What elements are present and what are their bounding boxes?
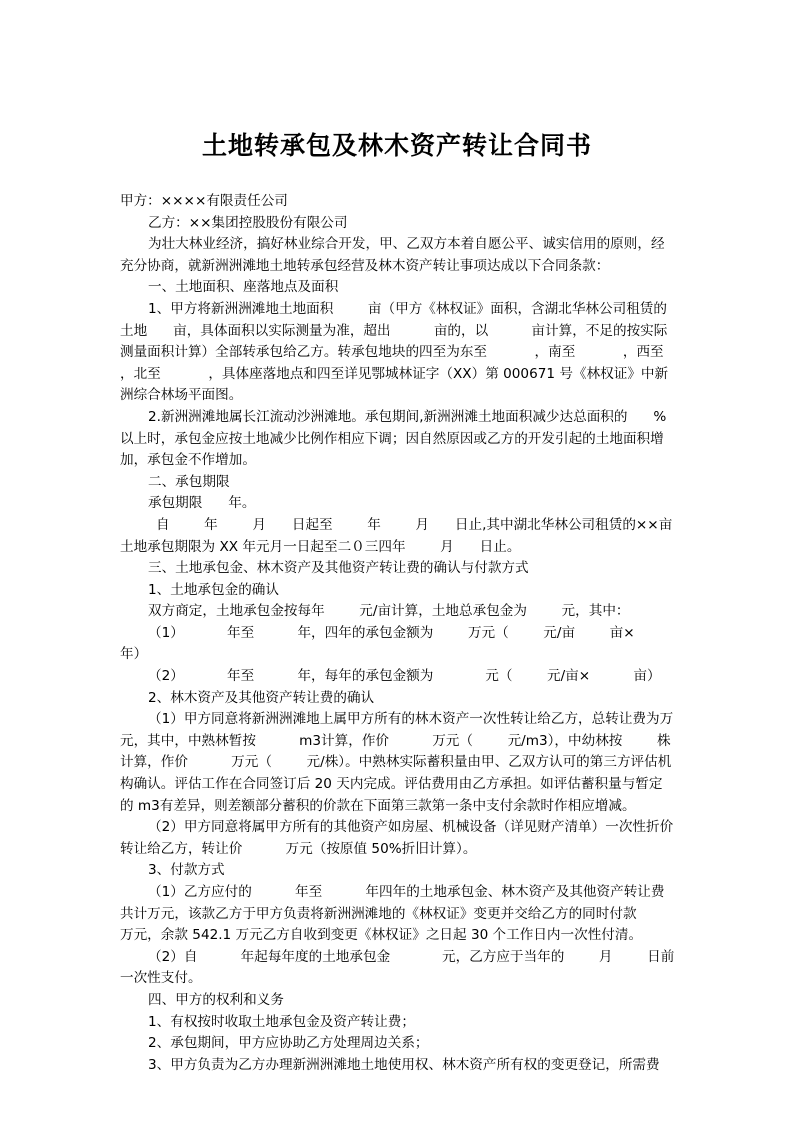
contract-paragraph: 四、甲方的权利和义务 xyxy=(148,991,284,1008)
contract-paragraph: （1）甲方同意将新洲洲滩地上属甲方所有的林木资产一次性转让给乙方，总转让费为万元，其中，中熟林暂按 m3计算，作价 万元（ 元/m3），中幼林按 株计算，作价 万元（ 元/株）。中熟林实际蓄积量由甲、乙双方认可的第三方评估机构确认。评估工作在合同签订后 20 天内完成。评估费用由乙方承担。如评估蓄积量与暂定的 m3有差异，则差额部分蓄积的价款在下面第三款第一条中支付余款时作相应增减。 xyxy=(120,711,674,814)
contract-paragraph: 3、甲方负责为乙方办理新洲洲滩地土地使用权、林木资产所有权的变更登记，所需费 xyxy=(148,1056,660,1073)
contract-body xyxy=(120,191,712,1076)
contract-paragraph: 三、土地承包金、林木资产及其他资产转让费的确认与付款方式 xyxy=(148,560,529,577)
contract-paragraph: 乙方：××集团控股股份有限公司 xyxy=(148,214,348,231)
contract-paragraph: 为壮大林业经济，搞好林业综合开发，甲、乙双方本着自愿公平、诚实信用的原则，经充分协商，就新洲洲滩地土地转承包经营及林木资产转让事项达成以下合同条款： xyxy=(120,236,665,274)
contract-paragraph: 3、付款方式 xyxy=(148,862,225,879)
contract-paragraph: 承包期限 年。 xyxy=(148,495,256,512)
document-title: 土地转承包及林木资产转让合同书 xyxy=(201,131,592,160)
contract-paragraph: （2）自 年起每年度的土地承包金 元，乙方应于当年的 月 日前一次性支付。 xyxy=(120,948,675,987)
contract-paragraph: 2.新洲洲滩地属长江流动沙洲滩地。承包期间,新洲洲滩土地面积减少达总面积的 %以上时，承包金应按土地减少比例作相应下调；因自然原因或乙方的开发引起的土地面积增加，承包金不作增加。 xyxy=(120,408,667,469)
contract-paragraph: （1） 年至 年，四年的承包金额为 万元（ 元/亩 亩× 年） xyxy=(120,624,678,663)
contract-paragraph: （2） 年至 年，每年的承包金额为 元（ 元/亩× 亩） xyxy=(148,668,661,685)
contract-paragraph: （2）甲方同意将属甲方所有的其他资产如房屋、机械设备（详见财产清单）一次性折价转让给乙方，转让价 万元（按原值 50%折旧计算）。 xyxy=(120,819,674,857)
contract-paragraph: （1）乙方应付的 年至 年四年的土地承包金、林木资产及其他资产转让费共计万元，该款乙方于甲方负责将新洲洲滩地的《林权证》变更并交给乙方的同时付款 万元，余款 542.1 万元乙方自收到变更《林权证》之日起 30 个工作日内一次性付清。 xyxy=(120,884,680,944)
contract-paragraph: 1、土地承包金的确认 xyxy=(148,581,279,598)
contract-paragraph: 自 年 月 日起至 年 月 日止,其中湖北华林公司租赁的××亩土地承包期限为 XX 年元月一日起至二０三四年 月 日止。 xyxy=(120,516,673,555)
contract-paragraph: 二、承包期限 xyxy=(148,473,230,490)
contract-paragraph: 甲方：××××有限责任公司 xyxy=(120,193,288,209)
contract-paragraph: 2、承包期间，甲方应协助乙方处理周边关系； xyxy=(148,1035,429,1052)
contract-paragraph: 双方商定，土地承包金按每年 元/亩计算，土地总承包金为 元，其中： xyxy=(148,603,630,620)
contract-paragraph: 一、土地面积、座落地点及面积 xyxy=(148,279,339,296)
contract-paragraph: 1、有权按时收取土地承包金及资产转让费； xyxy=(148,1013,415,1030)
contract-paragraph: 2、林木资产及其他资产转让费的确认 xyxy=(148,689,375,706)
contract-paragraph: 1、甲方将新洲洲滩地土地面积 亩（甲方《林权证》面积，含湖北华林公司租赁的土地 亩，具体面积以实际测量为准，超出 亩的，以 亩计算，不足的按实际测量面积计算）全部转承包给乙方。转承包地块的四至为东至 ，南至 ，西至 ，北至 ，具体座落地点和四至详见鄂城林证字（XX）第 000671 号《林权证》中新洲综合林场平面图。 xyxy=(120,300,712,404)
